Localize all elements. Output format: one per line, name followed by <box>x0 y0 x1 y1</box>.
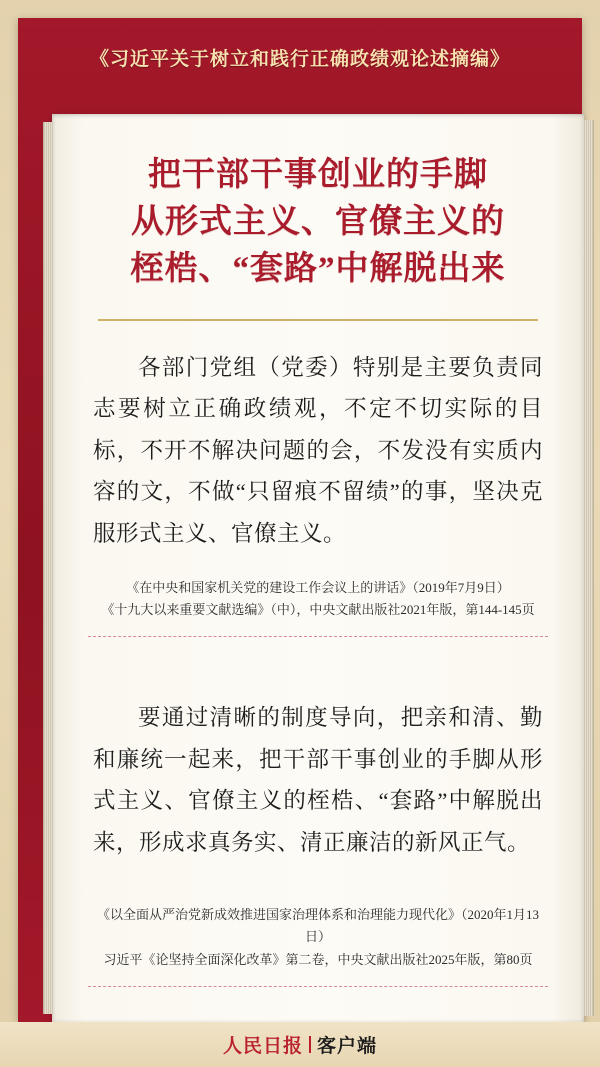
page-content <box>52 114 584 1022</box>
gold-divider <box>98 319 538 321</box>
page-title <box>52 152 584 293</box>
brand-bar <box>0 1022 600 1067</box>
book-title: 《习近平关于树立和践行正确政绩观论述摘编》 <box>89 48 510 70</box>
source-line: 习近平《论坚持全面深化改革》第二卷，中央文献出版社2025年版，第80页 <box>103 952 533 968</box>
client-label: 客户端 <box>317 1036 378 1057</box>
quote-text-2: 要通过清晰的制度导向，把亲和清、勤和廉统一起来，把干部干事创业的手脚从形式主义、官僚主义的桎梏、“套路”中解脱出来，形成求真务实、清正廉洁的新风正气。 <box>93 705 543 856</box>
paper-page <box>52 114 584 1022</box>
spacer <box>52 637 584 671</box>
headline-line-1: 把干部干事创业的手脚 <box>148 157 488 193</box>
brand-separator-icon <box>309 1036 311 1053</box>
source-line: 《以全面从严治党新成效推进国家治理体系和治理能力现代化》（2020年1月13日） <box>96 906 539 945</box>
source-line: 《在中央和国家机关党的建设工作会议上的讲话》（2019年7月9日） <box>126 579 510 595</box>
red-frame <box>18 18 582 1022</box>
dashed-divider-2 <box>88 986 548 987</box>
peoples-daily-logo: 人民日报 <box>222 1036 303 1057</box>
headline-line-2: 从形式主义、官僚主义的 <box>131 203 505 240</box>
headline-line-3: 桎梏、“套路”中解脱出来 <box>130 250 506 287</box>
header-band <box>18 18 582 96</box>
quote-source-2 <box>88 904 548 972</box>
source-line: 《十九大以来重要文献选编》（中），中央文献出版社2021年版，第144-145页 <box>101 602 535 618</box>
quote-text-1: 各部门党组（党委）特别是主要负责同志要树立正确政绩观，不定不切实际的目标，不开不解决问题的会，不发没有实质内容的文，不做“只留痕不留绩”的事，坚决克服形式主义、官僚主义。 <box>93 354 543 547</box>
page-edge-stack-right <box>583 120 594 1016</box>
quote-source-1 <box>88 577 548 623</box>
